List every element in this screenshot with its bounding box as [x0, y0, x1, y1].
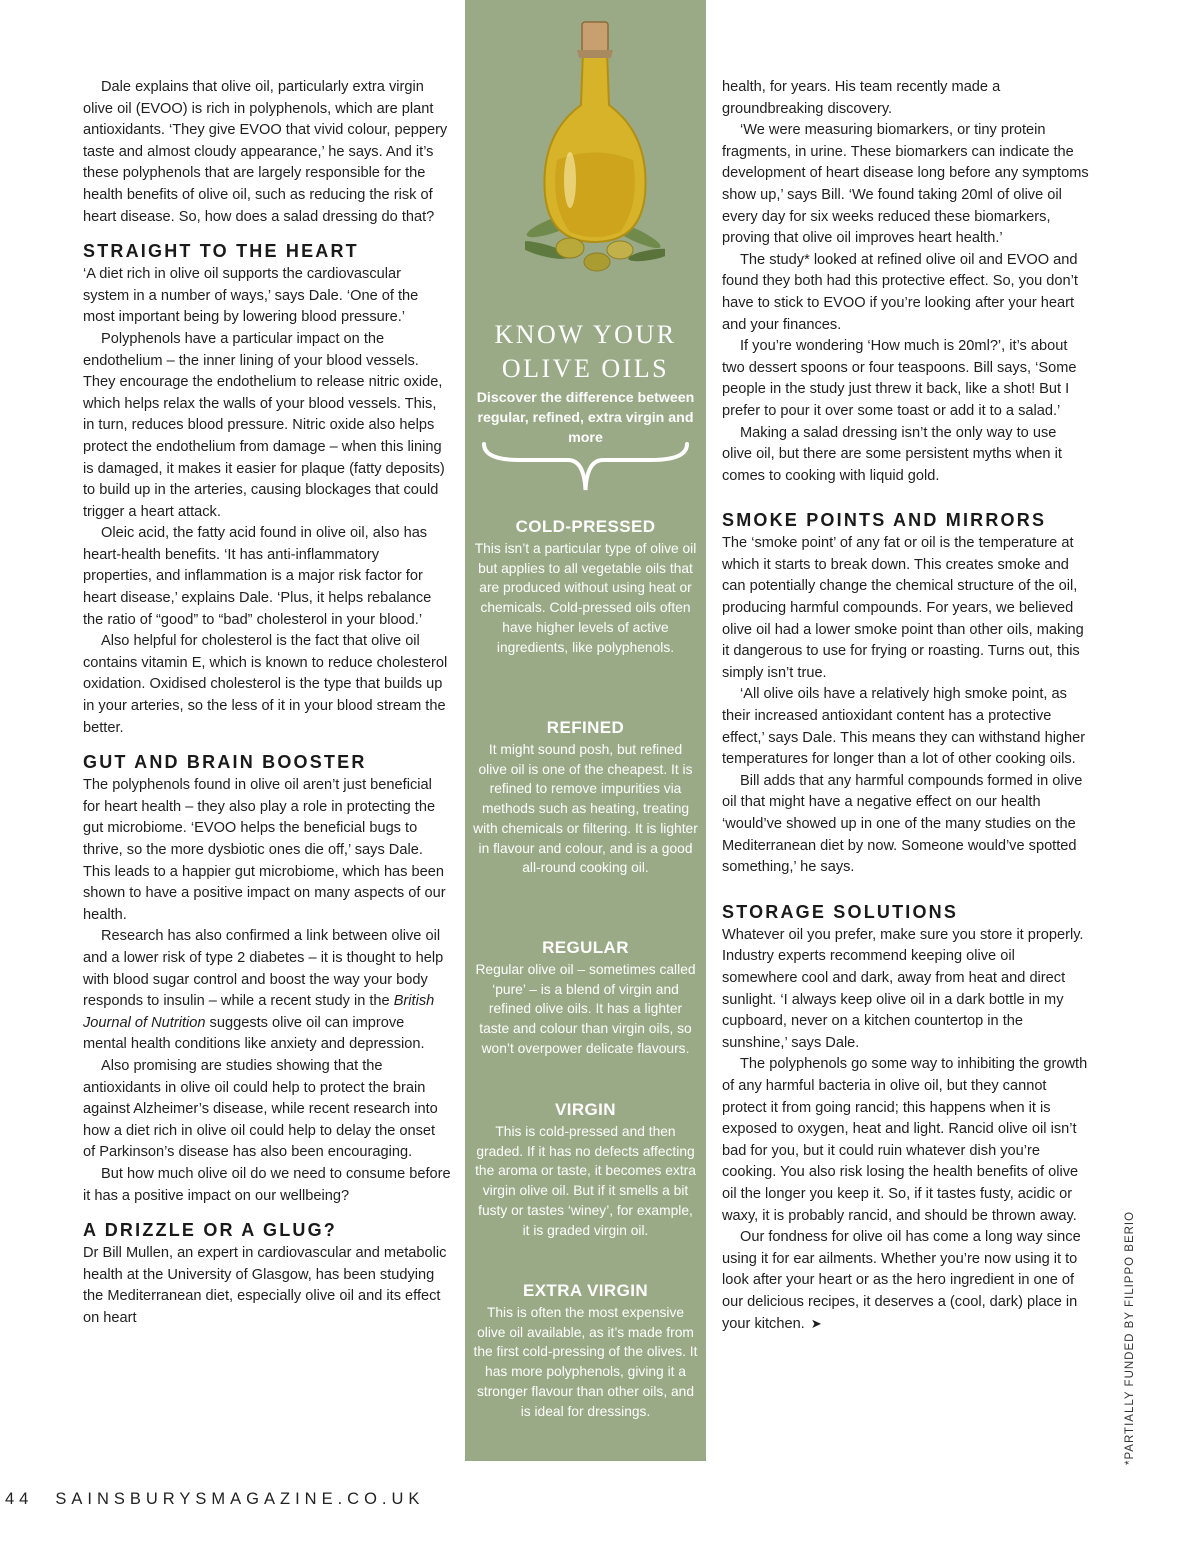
oil-type-name: REFINED — [546, 718, 625, 737]
oil-type-cold-pressed — [473, 516, 698, 657]
sidebar-title-line: OLIVE OILS — [501, 354, 670, 383]
paragraph: The polyphenols go some way to inhibiting the growth of any harmful bacteria in olive oil, but they cannot protect it from going rancid; this happens when it is exposed to oxygen, heat and light. Rancid olive oil isn’t bad for you, but it could ruin whatever dish you’re cooking. You also risk losing the health benefits of olive oil the longer you keep it. So, if it tastes fusty, acidic or waxy, it is probably rancid, and should be thrown away. — [722, 1056, 1088, 1224]
oil-type-virgin — [473, 1099, 698, 1240]
heading-a-drizzle-or-a-glug: A DRIZZLE OR A GLUG? — [83, 1220, 337, 1241]
oil-type-description: This is often the most expensive olive oil available, as it’s made from the first cold-pressing of the olives. It has more polyphenols, giving it a stronger flavour than other oils, and is ideal for dressings. — [473, 1305, 698, 1419]
paragraph: ‘We were measuring biomarkers, or tiny protein fragments, in urine. These biomarkers can indicate the development of heart disease long before any symptoms show up,’ says Bill. ‘We found taking 20ml of olive oil every day for six weeks reduced these biomarkers, proving that olive oil improves heart health.’ — [722, 122, 1089, 247]
paragraph-text: Research has also confirmed a link between olive oil and a lower risk of type 2 diabetes – it is thought to help with blood sugar control and boost the way your body responds to insulin – while a recent study in the — [83, 928, 444, 1010]
paragraph: Whatever oil you prefer, make sure you store it properly. Industry experts recommend keeping olive oil somewhere cool and dark, away from heat and direct sunlight. ‘I always keep olive oil in a dark bottle in my cupboard, never on a kitchen countertop in the sunshine,’ says Dale. — [722, 926, 1084, 1051]
paragraph: Polyphenols have a particular impact on the endothelium – the inner lining of your blood vessels. They encourage the endothelium to release nitric oxide, which helps relax the walls of your blood vessels. This, in turn, reduces blood pressure. Nitric oxide also helps protect the endothelium from damage – when this lining is damaged, it makes it easier for plaque (fatty deposits) to build up in the arteries, causing blockages that could trigger a heart attack. — [83, 330, 445, 520]
paragraph: The study* looked at refined olive oil and EVOO and found they both had this protective effect. So, you don’t have to stick to EVOO if you’re looking after your heart and your finances. — [722, 251, 1078, 333]
paragraph: Bill adds that any harmful compounds formed in olive oil that might have a negative effect on our health ‘would’ve showed up in one of the many studies on the Mediterranean diet by now. Someone would’ve spotted something,’ he says. — [722, 772, 1083, 876]
paragraph: Dale explains that olive oil, particularly extra virgin olive oil (EVOO) is rich in polyphenols, which are plant antioxidants. ‘They give EVOO that vivid colour, peppery taste and almost cloudy appearance,’ he says. And it’s these polyphenols that are largely responsible for the health benefits of olive oil, such as reducing the risk of heart disease. So, how does a salad dressing do that? — [83, 79, 448, 225]
curly-brace-divider — [480, 438, 691, 498]
oil-type-name: COLD-PRESSED — [515, 517, 656, 536]
paragraph-text: suggests olive oil can improve mental health conditions like anxiety and depression. — [83, 1014, 425, 1053]
oil-type-extra-virgin — [473, 1280, 698, 1421]
paragraph: ‘All olive oils have a relatively high smoke point, as their increased antioxidant content has a protective effect,’ says Dale. This means they can withstand higher temperatures for longer than a lot of other cooking oils. — [722, 686, 1086, 768]
oil-type-regular — [473, 937, 698, 1059]
know-your-olive-oils-sidebar — [465, 0, 706, 1461]
sidebar-subtitle: Discover the difference between regular, refined, extra virgin and more — [476, 390, 695, 446]
heading-straight-to-the-heart: STRAIGHT TO THE HEART — [83, 241, 359, 262]
paragraph: Also helpful for cholesterol is the fact that olive oil contains vitamin E, which is known to reduce cholesterol oxidation. Oxidised cholesterol is the type that builds up in your arteries, so the less of it in your blood stream the better. — [83, 633, 448, 736]
paragraph: The polyphenols found in olive oil aren’t just beneficial for heart health – they also play a role in protecting the gut microbiome. ‘EVOO helps the beneficial bugs to thrive, so the more dysbiotic ones die off,’ says Dale. This leads to a happier gut microbiome, which has been shown to have a positive impact on many aspects of our health. — [83, 777, 446, 923]
oil-type-name: REGULAR — [542, 938, 629, 957]
oil-type-refined — [473, 717, 698, 878]
oil-type-name: EXTRA VIRGIN — [522, 1281, 649, 1300]
sidebar-title-line: KNOW YOUR — [494, 320, 677, 349]
right-column — [722, 77, 1090, 1336]
oil-type-description: It might sound posh, but refined olive oil is one of the cheapest. It is refined to remove impurities via methods such as heating, treating with chemicals or filtering. It is lighter in flavour and colour, and is a good all-round cooking oil. — [473, 742, 698, 876]
paragraph: If you’re wondering ‘How much is 20ml?’, it’s about two dessert spoons or four teaspoons. Bill says, ‘Some people in the study just threw it back, like a shot! But I prefer to pour it over some toast or add it to a salad.’ — [722, 338, 1077, 419]
oil-type-description: This isn’t a particular type of olive oil but applies to all vegetable oils that are produced without using heat or chemicals. Cold-pressed oils often have higher levels of active ingredients, like polyphenols. — [474, 541, 697, 655]
olive-oil-bottle-illustration — [525, 10, 665, 280]
page-number: 44 — [5, 1490, 34, 1508]
paragraph: Dr Bill Mullen, an expert in cardiovascular and metabolic health at the University of Glasgow, has been studying the Mediterranean diet, especially olive oil and its effect on heart — [83, 1245, 447, 1326]
paragraph — [83, 926, 451, 1056]
funding-credit: *PARTIALLY FUNDED BY FILIPPO BERIO — [1124, 1210, 1136, 1465]
continue-arrow-icon: ➤ — [810, 1316, 822, 1332]
oil-type-description: Regular olive oil – sometimes called ‘pure’ – is a blend of virgin and refined olive oils. It has a lighter taste and colour than virgin oils, so won’t overpower delicate flavours. — [475, 962, 696, 1056]
paragraph — [722, 1227, 1090, 1336]
paragraph: health, for years. His team recently made a groundbreaking discovery. — [722, 79, 1001, 117]
page-footer — [5, 1490, 424, 1509]
paragraph: The ‘smoke point’ of any fat or oil is the temperature at which it starts to break down. This creates smoke and can potentially change the chemical structure of the oil, producing harmful compounds. For years, we believed olive oil had a lower smoke point than other oils, making it dangerous to use for frying or roasting. Turns out, this simply isn’t true. — [722, 535, 1084, 681]
heading-smoke-points-and-mirrors: SMOKE POINTS AND MIRRORS — [722, 510, 1047, 531]
sidebar-title — [465, 318, 706, 386]
heading-gut-and-brain-booster: GUT AND BRAIN BOOSTER — [83, 752, 367, 773]
oil-type-description: This is cold-pressed and then graded. If it has no defects affecting the aroma or taste, it becomes extra virgin olive oil. But if it smells a bit fusty or tastes ‘winey’, for example, it is graded virgin oil. — [475, 1124, 696, 1238]
oil-type-name: VIRGIN — [555, 1100, 616, 1119]
paragraph-text: Our fondness for olive oil has come a long way since using it for ear ailments. Whether you’re now using it to look after your heart or as the hero ingredient in one of our delicious recipes, it deserves a (cool, dark) place in your kitchen. — [722, 1229, 1081, 1333]
paragraph: Oleic acid, the fatty acid found in olive oil, also has heart-health benefits. ‘It has anti-inflammatory properties, and inflammation is a major risk factor for heart disease,’ explains Dale. ‘Plus, it helps rebalance the ratio of “good” to “bad” cholesterol in your blood.’ — [83, 525, 432, 628]
left-column — [83, 77, 451, 1329]
magazine-url: SAINSBURYSMAGAZINE.CO.UK — [55, 1490, 425, 1508]
paragraph: Also promising are studies showing that the antioxidants in olive oil could help to protect the brain against Alzheimer’s disease, while recent research into how a diet rich in olive oil could help to delay the onset of Parkinson’s disease has also been encouraging. — [83, 1057, 438, 1161]
paragraph: Making a salad dressing isn’t the only way to use olive oil, but there are some persistent myths when it comes to cooking with liquid gold. — [722, 424, 1062, 484]
heading-storage-solutions: STORAGE SOLUTIONS — [722, 901, 959, 922]
journal-title: British Journal of Nutrition — [83, 993, 435, 1031]
paragraph: But how much olive oil do we need to consume before it has a positive impact on our wellbeing? — [83, 1165, 451, 1204]
paragraph: ‘A diet rich in olive oil supports the cardiovascular system in a number of ways,’ says Dale. ‘One of the most important being by lowering blood pressure.’ — [83, 266, 419, 326]
